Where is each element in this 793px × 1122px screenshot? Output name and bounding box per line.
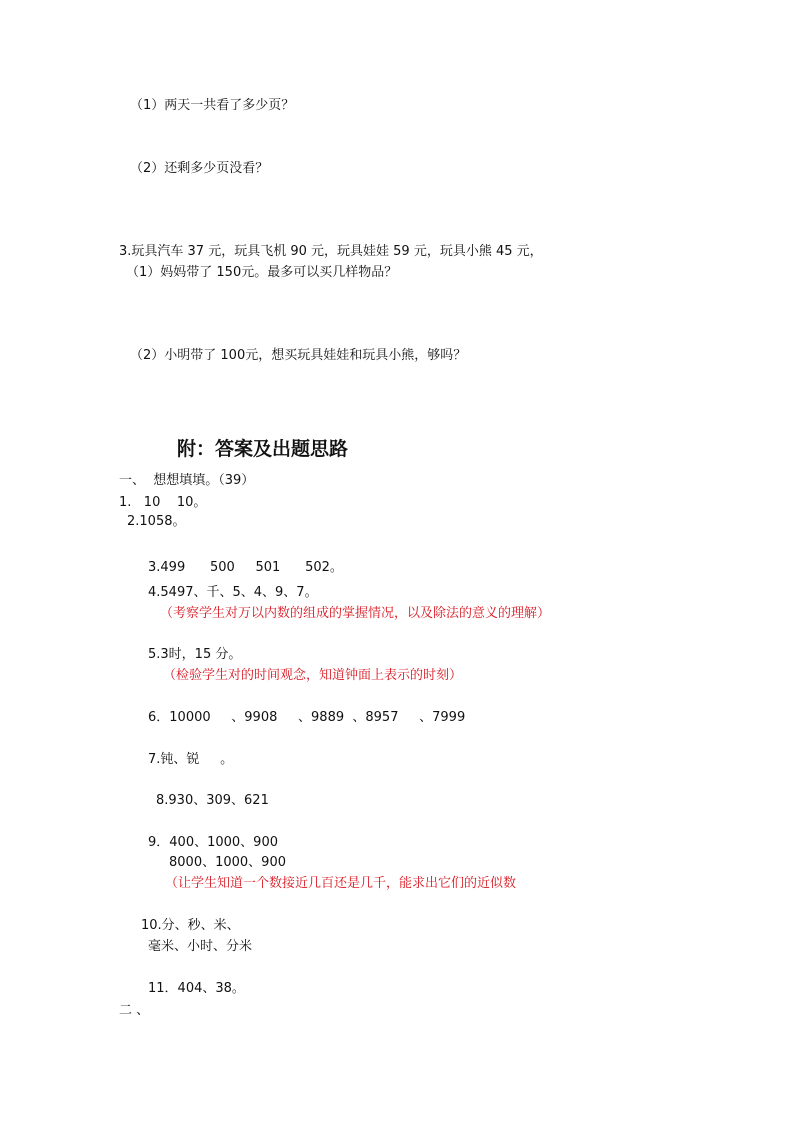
answer-7: 7.钝、锐 。 bbox=[148, 752, 234, 767]
answer-3: 3.499 500 501 502。 bbox=[148, 560, 343, 575]
answer-9-line-1: 9．400、1000、900 bbox=[148, 835, 278, 850]
answer-6: 6．10000 、9908 、9889 、8957 、7999 bbox=[148, 710, 466, 725]
question-2-part-1: （1）两天一共看了多少页？ bbox=[130, 98, 295, 113]
answer-1: 1. 10 10。 bbox=[119, 495, 207, 510]
question-3-part-2: （2）小明带了 100元，想买玩具娃娃和玩具小熊，够吗？ bbox=[130, 348, 467, 363]
answer-10-line-1: 10.分、秒、米、 bbox=[141, 918, 240, 933]
question-2-part-2: （2）还剩多少页没看？ bbox=[130, 161, 269, 176]
answer-4-note: （考察学生对万以内数的组成的掌握情况，以及除法的意义的理解） bbox=[160, 606, 551, 621]
answer-4: 4.5497、千、5、4、9、7。 bbox=[148, 585, 318, 600]
question-3-stem: 3.玩具汽车 37 元，玩具飞机 90 元，玩具娃娃 59 元，玩具小熊 45 元， bbox=[119, 244, 543, 259]
answer-10-line-2: 毫米、小时、分米 bbox=[148, 939, 253, 954]
answer-5: 5.3时，15 分。 bbox=[148, 647, 242, 662]
answer-8: 8.930、309、621 bbox=[156, 793, 269, 808]
appendix-title: 附：答案及出题思路 bbox=[177, 438, 349, 460]
section-1-heading: 一、 想想填填。（39） bbox=[119, 473, 255, 488]
answer-2: 2.1058。 bbox=[127, 514, 186, 529]
answer-9-note: （让学生知道一个数接近几百还是几千，能求出它们的近似数 bbox=[165, 876, 517, 891]
answer-5-note: （检验学生对的时间观念，知道钟面上表示的时刻） bbox=[163, 668, 463, 683]
section-2-heading: 二 、 bbox=[119, 1003, 150, 1018]
answer-11: 11．404、38。 bbox=[148, 981, 245, 996]
question-3-part-1: （1）妈妈带了 150元。最多可以买几样物品？ bbox=[126, 265, 398, 280]
answer-9-line-2: 8000、1000、900 bbox=[169, 855, 286, 870]
